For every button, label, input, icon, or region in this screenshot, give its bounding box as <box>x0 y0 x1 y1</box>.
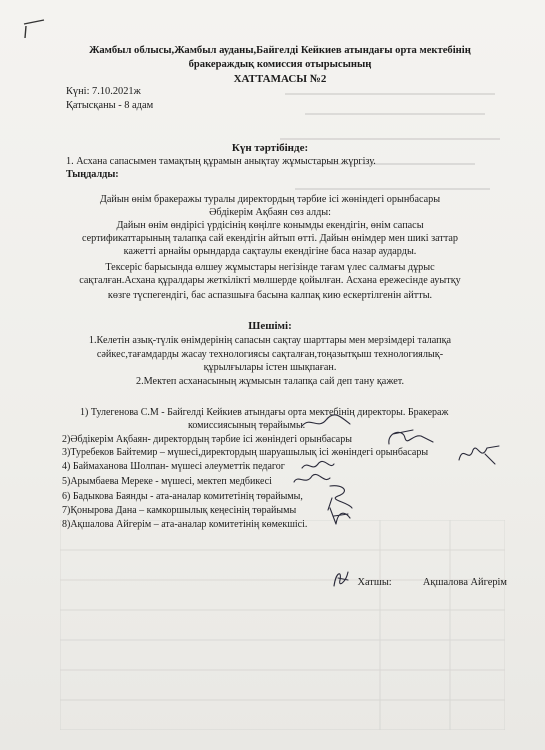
document-header <box>40 44 520 86</box>
decision-heading: Шешімі: <box>248 320 292 332</box>
agenda-item-1: 1. Асхана сапасымен тамақтың құрамын анықтау жұмыстарын жүргізу. <box>66 156 376 167</box>
listened-line: Дайын өнім өндірісі үрдісінің көңілге конымды екендігін, өнім сапасы <box>116 220 424 231</box>
header-line-1: Жамбыл облысы,Жамбыл ауданы,Байгелді Кейкиев атындағы орта мектебінің <box>89 45 471 56</box>
header-line-2: бракераждық комиссия отырысының <box>188 59 372 70</box>
agenda-heading: Күн тәртібінде: <box>231 142 309 154</box>
member-8: 8)Ақшалова Айгерім – ата-аналар комитетінің көмекшісі. <box>62 519 308 530</box>
listened-line: сертификаттарының талапқа сай екендігін айтып өтті. Дайын өнімдер мен шикі заттар <box>81 233 459 244</box>
reverse-side-table-bleed <box>60 520 505 730</box>
signature-2 <box>383 426 435 450</box>
decision-line: 2.Мектеп асханасының жұмысын талапқа сай деп тану қажет. <box>135 376 404 387</box>
secretary-label: Хатшы: <box>357 577 392 588</box>
decision-line: құрылғылары істен шықпаған. <box>203 362 337 373</box>
document-title: ХАТТАМАСЫ №2 <box>233 73 327 85</box>
attendee-count: Қатысқаны - 8 адам <box>66 100 154 111</box>
member-6: 6) Бадыкова Баянды - ата-аналар комитетінің төрайымы, <box>62 491 303 502</box>
listened-line: көзге түспегендігі, бас аспазшыға басына калпақ кию ескертілгенін айтты. <box>107 290 433 301</box>
decision-line: сәйкес,тағамдарды жасау технологиясы сақталған,тоңазытқыш технологиялық- <box>96 349 444 360</box>
secretary-line <box>357 577 507 588</box>
pen-mark-icon <box>22 18 46 40</box>
listened-line: Дайын өнім бракеражы туралы директордың тәрбие ісі жөніндегі орынбасары <box>99 194 441 205</box>
member-1: 1) Тулегенова С.М - Байгелді Кейкиев атындағы орта мектебінің директоры. Бракераж <box>80 407 449 418</box>
member-3: 3)Туребеков Байтемир – мүшесі,директордың шаруашылық ісі жөніндегі орынбасары <box>62 447 429 458</box>
secretary-signature <box>330 568 352 590</box>
listened-line: Тексеріс барысында өлшеу жұмыстары негізінде тағам үлес салмағы дұрыс <box>105 262 435 273</box>
listened-heading: Тыңдалды: <box>66 169 119 180</box>
listened-line: сақталған.Асхана құралдары жеткілікті мөлшерде қойылған. Асхана ережесінде ауытқу <box>79 275 461 286</box>
listened-line: кажетті арнайы орындарда сақтаулы екендігіне баса назар аударды. <box>123 246 417 257</box>
member-5: 5)Арымбаева Мереке - мүшесі, мектеп медбикесі <box>62 476 272 487</box>
member-7: 7)Қонырова Дана – камкоршылық кеңесінің төрайымы <box>62 505 297 516</box>
listened-line: Әбдікерім Ақбаян сөз алды: <box>209 207 331 218</box>
member-2: 2)Әбдікерім Ақбаян- директордың тәрбие ісі жөніндегі орынбасары <box>62 434 352 445</box>
decision-line: 1.Келетін азық-түлік өнімдерінің сапасын сақтау шарттары мен мерзімдері талапқа <box>88 335 452 346</box>
signature-7 <box>326 504 354 530</box>
member-4: 4) Баймаханова Шолпан- мүшесі әлеуметтік педагог <box>62 461 285 472</box>
meeting-date: Күні: 7.10.2021ж <box>66 86 141 97</box>
member-1-role: комиссиясының төрайымы. <box>188 420 306 431</box>
secretary-name: Ақшалова Айгерім <box>422 577 507 588</box>
signature-1 <box>300 412 352 432</box>
signature-3 <box>455 440 503 468</box>
